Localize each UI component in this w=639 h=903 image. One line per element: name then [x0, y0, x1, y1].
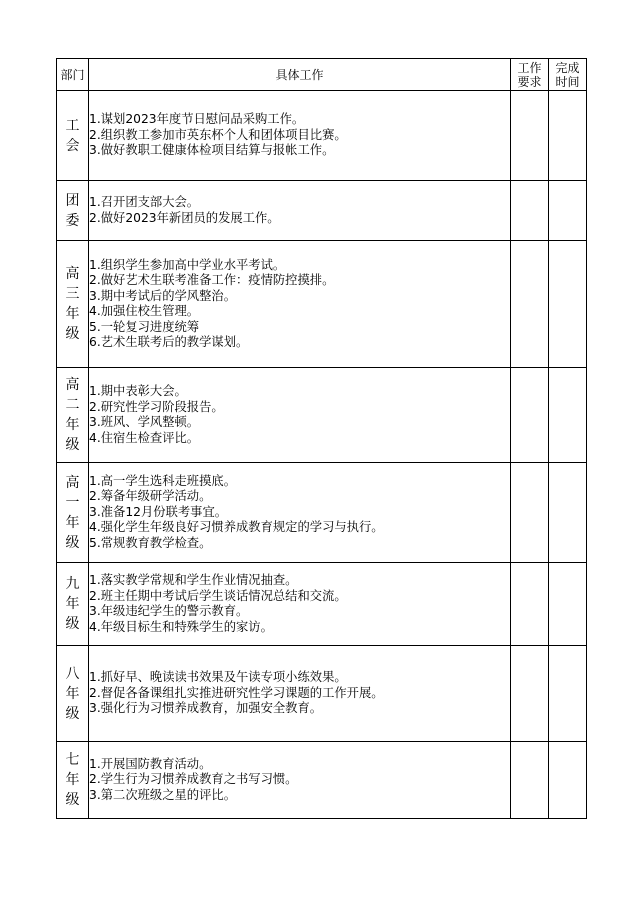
requirement-cell: [511, 181, 549, 241]
work-item: 5.一轮复习进度统筹: [89, 319, 200, 334]
work-item: 3.做好教职工健康体检项目结算与报帐工作。: [89, 143, 335, 158]
dept-cell: 高一年级: [57, 463, 89, 563]
dept-cell: 工会: [57, 91, 89, 181]
work-cell: [89, 181, 511, 241]
requirement-cell: [511, 368, 549, 463]
header-deadline: 完成时间: [549, 59, 587, 91]
deadline-cell: [549, 563, 587, 646]
work-item: 3.期中考试后的学风整治。: [89, 288, 236, 303]
work-item: 1.高一学生选科走班摸底。: [89, 473, 236, 488]
work-item: 3.准备12月份联考事宜。: [89, 504, 228, 519]
deadline-cell: [549, 241, 587, 368]
work-item: 4.加强住校生管理。: [89, 304, 200, 318]
work-item: 1.谋划2023年度节日慰问品采购工作。: [89, 112, 305, 127]
dept-cell: 八年级: [57, 646, 89, 742]
work-item: 4.强化学生年级良好习惯养成教育规定的学习与执行。: [89, 520, 384, 535]
table-row: [57, 742, 587, 819]
work-cell: [89, 463, 511, 563]
work-item: 4.住宿生检查评比。: [89, 430, 200, 445]
work-item: 3.班风、学风整顿。: [89, 415, 200, 429]
work-item: 1.期中表彰大会。: [89, 384, 187, 398]
deadline-cell: [549, 463, 587, 563]
requirement-cell: [511, 742, 549, 819]
requirement-cell: [511, 91, 549, 181]
work-item: 2.班主任期中考试后学生谈话情况总结和交流。: [89, 588, 347, 603]
dept-cell: 高二年级: [57, 368, 89, 463]
table-row: [57, 563, 587, 646]
work-item: 2.做好艺术生联考准备工作：疫情防控摸排。: [89, 273, 335, 287]
header-requirement: 工作要求: [511, 59, 549, 91]
work-cell: [89, 742, 511, 819]
work-cell: [89, 646, 511, 742]
requirement-cell: [511, 646, 549, 742]
work-item: 2.做好2023年新团员的发展工作。: [89, 210, 280, 225]
table-row: [57, 181, 587, 241]
requirement-cell: [511, 241, 549, 368]
dept-cell: 七年级: [57, 742, 89, 819]
deadline-cell: [549, 646, 587, 742]
table-row: [57, 91, 587, 181]
work-item: 2.学生行为习惯养成教育之书写习惯。: [89, 772, 298, 787]
work-cell: [89, 91, 511, 181]
work-item: 3.年级违纪学生的警示教育。: [89, 604, 249, 618]
table-row: [57, 463, 587, 563]
work-item: 2.筹备年级研学活动。: [89, 489, 212, 504]
dept-cell: 九年级: [57, 563, 89, 646]
header-work: 具体工作: [89, 59, 511, 91]
requirement-cell: [511, 463, 549, 563]
table-row: [57, 241, 587, 368]
work-item: 1.抓好早、晚读读书效果及午读专项小练效果。: [89, 670, 347, 685]
work-cell: [89, 241, 511, 368]
work-item: 1.落实教学常规和学生作业情况抽查。: [89, 573, 298, 587]
table-row: [57, 646, 587, 742]
dept-cell: 高三年级: [57, 241, 89, 368]
deadline-cell: [549, 91, 587, 181]
work-item: 1.开展国防教育活动。: [89, 756, 212, 771]
header-dept: 部门: [57, 59, 89, 91]
work-cell: [89, 368, 511, 463]
requirement-cell: [511, 563, 549, 646]
work-item: 3.第二次班级之星的评比。: [89, 787, 236, 802]
work-item: 5.常规教育教学检查。: [89, 535, 212, 550]
work-plan-table: [56, 58, 587, 819]
deadline-cell: [549, 181, 587, 241]
work-item: 6.艺术生联考后的教学谋划。: [89, 335, 249, 349]
work-item: 1.召开团支部大会。: [89, 195, 200, 209]
dept-cell: 团委: [57, 181, 89, 241]
work-item: 2.研究性学习阶段报告。: [89, 399, 224, 414]
work-item: 2.督促各备课组扎实推进研究性学习课题的工作开展。: [89, 685, 384, 700]
work-item: 1.组织学生参加高中学业水平考试。: [89, 257, 286, 272]
work-item: 2.组织教工参加市英东杯个人和团体项目比赛。: [89, 127, 347, 142]
work-item: 3.强化行为习惯养成教育，加强安全教育。: [89, 701, 323, 716]
deadline-cell: [549, 368, 587, 463]
table-header-row: [57, 59, 587, 91]
table-row: [57, 368, 587, 463]
deadline-cell: [549, 742, 587, 819]
work-cell: [89, 563, 511, 646]
work-item: 4.年级目标生和特殊学生的家访。: [89, 619, 273, 634]
